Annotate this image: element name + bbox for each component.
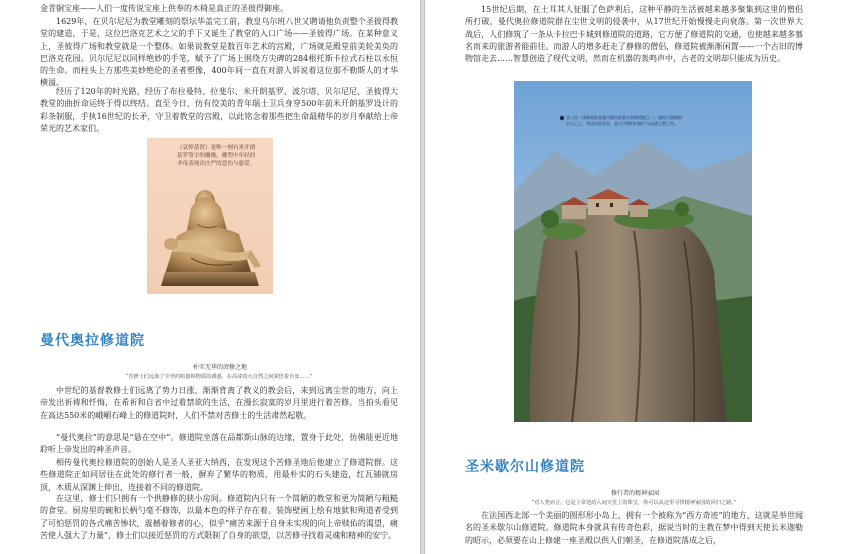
right-paragraph-2: 在法国西北部一个美丽的圆形形小岛上，拥有一个被称为“西方奇迹”的地方，这就是举世闻名的圣米歇尔山修道院。修道院本身就具有传奇色彩，据说当时的主教在梦中得到天使长米迦勒的昭示，必须要在山上修建一座圣殿以供人们朝圣，在修道院落成之后， xyxy=(465,511,803,545)
meteora-photo-caption: 圣三位一体修道院是曼代奥拉最著名的修道院之一，建筑于陡峭的岩石之上，周边风景壮美，是古代僧侣们修行与远离尘嚣之所。 xyxy=(566,115,682,126)
left-paragraph-5: “曼代奥拉”的意思是“悬在空中”。修道院坐落在品都斯山脉的边缘，置身于此处，仿佛能更近地聆听上帝发出的神圣声音。 xyxy=(40,433,398,455)
left-paragraph-7: 在这里，修士们只拥有一个供静修的狭小房间。修道院内只有一个简陋的教堂和更为简陋与粗糙的食堂。厨房里的碗和长柄勺毫不修饰，以最本色的样子存在着。装饰壁画上绘有地狱和殉道者受到了可怕惩罚的各式痛苦惨状，震撼着修者的心，似乎“痛苦来源于自身未实现的向上帝赎佑的渴望，痛苦使人强大了力量”，修士们以接近惩罚的方式限制了自身的欲望，以苦修寻找着灵魂和精神的安宁。 xyxy=(40,494,398,540)
section-epigraph-mont-saint-michel: “对人类而言，它是上帝送给人间天堂上的珠宝，你可以从这里寻找精神家园的回归之路。” xyxy=(531,500,737,506)
section-heading-meteora: 曼代奥拉修道院 xyxy=(40,333,145,349)
pieta-figure xyxy=(147,138,273,294)
section-subtitle-meteora: 朴实无华的清修之地 xyxy=(192,364,247,371)
left-paragraph-3: 经历了120年的时光路，经历了布拉曼特、拉斐尔、米开朗基罗、波尔塔、贝尔尼尼，圣彼得大教堂的曲折命运终于得以终结。直至今日，仿有佼美的青年瑞士卫兵身穿500年前米开朗基罗设计的彩条制服，手执16世纪的长矛，守卫着教堂的宫殿，以此铭念着那些把生命最精华的岁月奉献给上帝荣光的艺术家们。 xyxy=(40,87,398,133)
left-page xyxy=(0,0,420,554)
section-subtitle-mont-saint-michel: 修行者的精神家园 xyxy=(610,490,659,497)
section-epigraph-meteora: “苦修士们远离了尘世的喧嚣和物质的诱惑，在高耸的大自然之间领悟着自身……” xyxy=(125,374,313,380)
left-paragraph-6: 相传曼代奥拉修道院的创始人是圣人圣亚大纳西，在发现这个苦修圣地后他建立了修道院群。这些修道院正如同居住在此处的修行者一般，摒弃了繁华的物质，用最朴实的石头建造，红瓦铺就房顶，木质从深渊上伸出，连接着不同的修道院。 xyxy=(40,458,398,492)
meteora-monastery-illustration xyxy=(514,81,752,422)
left-paragraph-2: 1629年，在贝尔尼尼为教堂雕刻的祭坛华盖完工前，教皇乌尔班八世又聘请他负责整个圣彼得教堂的建造，于是，这位巴洛克艺术之父的手下又诞生了教堂的入口广场——圣彼得广场。在某种意义上，圣彼得广场和教堂就是一个整体。如果说教堂是数百年艺术的宫殿，广场就是殿堂前美轮美奂的巴洛克花园。贝尔尼尼以同样绝妙的手笔，赋予了广场上围绕方尖碑的284根托斯卡拉式石柱以永恒的生命。而柱头上方那些美妙绝伦的圣者塑像，400年间一直在对游人诉说着这位那不勒斯人的才华横溢。 xyxy=(40,17,398,88)
right-paragraph-1: 15世纪后期，在土耳其人征服了色萨利后，这种平静的生活被越来越多聚集到这里的僧侣所打破，曼代奥拉修道院群在尘世文明的侵袭中，从17世纪开始慢慢走向衰落。第一次世界大战后，人们修筑了一条从卡拉巴卡城到修道院的道路，它方便了修道院的交通，也使越来越多慕名而来的旅游者能前往。而游人的增多赶走了静修的僧侣，修道院被渐渐闲置——一个古旧的博物馆走去……智慧创造了现代文明，然而在机器的轰鸣声中，古老的文明却只能成为历史。 xyxy=(465,5,803,64)
caption-bullet-icon xyxy=(560,116,564,120)
pieta-caption: 《哀悼基督》是唯一刻有米开朗基罗签字的雕像，雕塑中年轻的圣母表现出庄严的悲伤与慈爱。 xyxy=(177,145,256,168)
left-paragraph-4: 中世纪的基督教修士们远离了势力日涨、渐渐背离了教义的教会后，来到远离尘世的地方，向上帝发出祈祷和忏悔，在希祈和自省中过着禁欲的生活，在漫长寂寞的岁月里进行着苦修。当拍头看见在高达550米的峨嵋石峰上的修道院时，人们不禁对苦修士的生活肃然起敬。 xyxy=(40,386,398,420)
section-heading-mont-saint-michel: 圣米歇尔山修道院 xyxy=(465,459,585,475)
meteora-photo xyxy=(514,81,752,422)
right-page xyxy=(425,0,842,554)
left-paragraph-1: 金青铜宝座——人们一度传说宝座上供奉的木椅是真正的圣彼得御座。 xyxy=(40,4,288,13)
